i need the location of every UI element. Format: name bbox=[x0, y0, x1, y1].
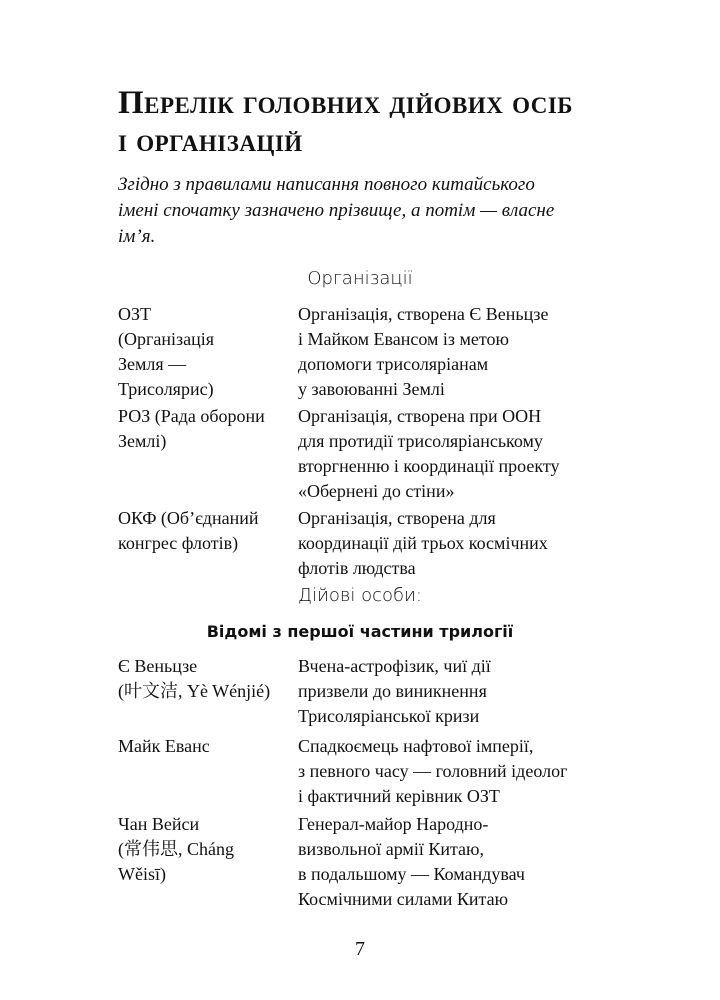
entry-description bbox=[298, 302, 598, 402]
desc-line: флотів людства bbox=[298, 558, 416, 578]
page-title bbox=[118, 84, 638, 160]
desc-line: Організація, створена при ООН bbox=[298, 406, 542, 426]
name-line: Трисолярис) bbox=[118, 379, 214, 399]
name-line: (Організація bbox=[118, 329, 215, 349]
entry-description bbox=[298, 654, 598, 729]
name-line: Майк Еванс bbox=[118, 736, 210, 756]
entry-name bbox=[118, 302, 288, 402]
desc-line: Генерал-майор Народно- bbox=[298, 814, 489, 834]
entry-name bbox=[118, 654, 288, 704]
title-line: Перелік головних дійових осіб bbox=[118, 85, 574, 121]
characters-heading: Дійові особи: bbox=[298, 585, 422, 606]
entry-name bbox=[118, 812, 288, 887]
intro-line: ім’я. bbox=[118, 226, 156, 247]
desc-line: з певного часу — головний ідеолог bbox=[298, 761, 568, 781]
desc-line: для протидії трисоляріанському bbox=[298, 431, 543, 451]
title-line: і організацій bbox=[118, 123, 303, 159]
page-number: 7 bbox=[355, 938, 365, 960]
entry-name bbox=[118, 506, 288, 556]
name-line: Чан Вейси bbox=[118, 814, 200, 834]
desc-line: Організація, створена для bbox=[298, 508, 496, 528]
desc-line: призвели до виникнення bbox=[298, 681, 487, 701]
desc-line: вторгненню і координації проекту bbox=[298, 456, 560, 476]
entry-description bbox=[298, 404, 598, 504]
entry-description bbox=[298, 506, 598, 581]
name-line: РОЗ (Рада оборони bbox=[118, 406, 265, 426]
name-line: Є Веньцзе bbox=[118, 656, 198, 676]
desc-line: у завоюванні Землі bbox=[298, 379, 445, 399]
desc-line: Трисоляріанської кризи bbox=[298, 706, 480, 726]
name-line: ОКФ (Об’єднаний bbox=[118, 508, 259, 528]
desc-line: Спадкоємець нафтової імперії, bbox=[298, 736, 534, 756]
name-line: (常伟思, Cháng bbox=[118, 839, 234, 859]
name-line: Земля — bbox=[118, 354, 187, 374]
intro-paragraph bbox=[118, 172, 618, 250]
entry-description bbox=[298, 812, 598, 912]
desc-line: і фактичний керівник ОЗТ bbox=[298, 786, 500, 806]
intro-line: імені спочатку зазначено прізвище, а потім — власне bbox=[118, 200, 555, 221]
first-part-heading: Відомі з першої частини трилогії bbox=[206, 622, 514, 641]
desc-line: «Обернені до стіни» bbox=[298, 481, 455, 501]
desc-line: і Майком Евансом із метою bbox=[298, 329, 509, 349]
name-line: Wěisī) bbox=[118, 864, 166, 884]
desc-line: Організація, створена Є Веньцзе bbox=[298, 304, 549, 324]
desc-line: Космічними силами Китаю bbox=[298, 889, 509, 909]
entry-description bbox=[298, 734, 598, 809]
name-line: Землі) bbox=[118, 431, 167, 451]
name-line: (叶文洁, Yè Wénjié) bbox=[118, 681, 271, 701]
desc-line: визвольної армії Китаю, bbox=[298, 839, 484, 859]
entry-name bbox=[118, 404, 288, 454]
name-line: ОЗТ bbox=[118, 304, 152, 324]
entry-name bbox=[118, 734, 288, 759]
organizations-heading: Організації bbox=[307, 268, 413, 289]
desc-line: допомоги трисоляріанам bbox=[298, 354, 489, 374]
name-line: конгрес флотів) bbox=[118, 533, 239, 553]
desc-line: Вчена-астрофізик, чиї дії bbox=[298, 656, 491, 676]
intro-line: Згідно з правилами написання повного китайського bbox=[118, 174, 535, 195]
desc-line: в подальшому — Командувач bbox=[298, 864, 525, 884]
desc-line: координації дій трьох космічних bbox=[298, 533, 548, 553]
